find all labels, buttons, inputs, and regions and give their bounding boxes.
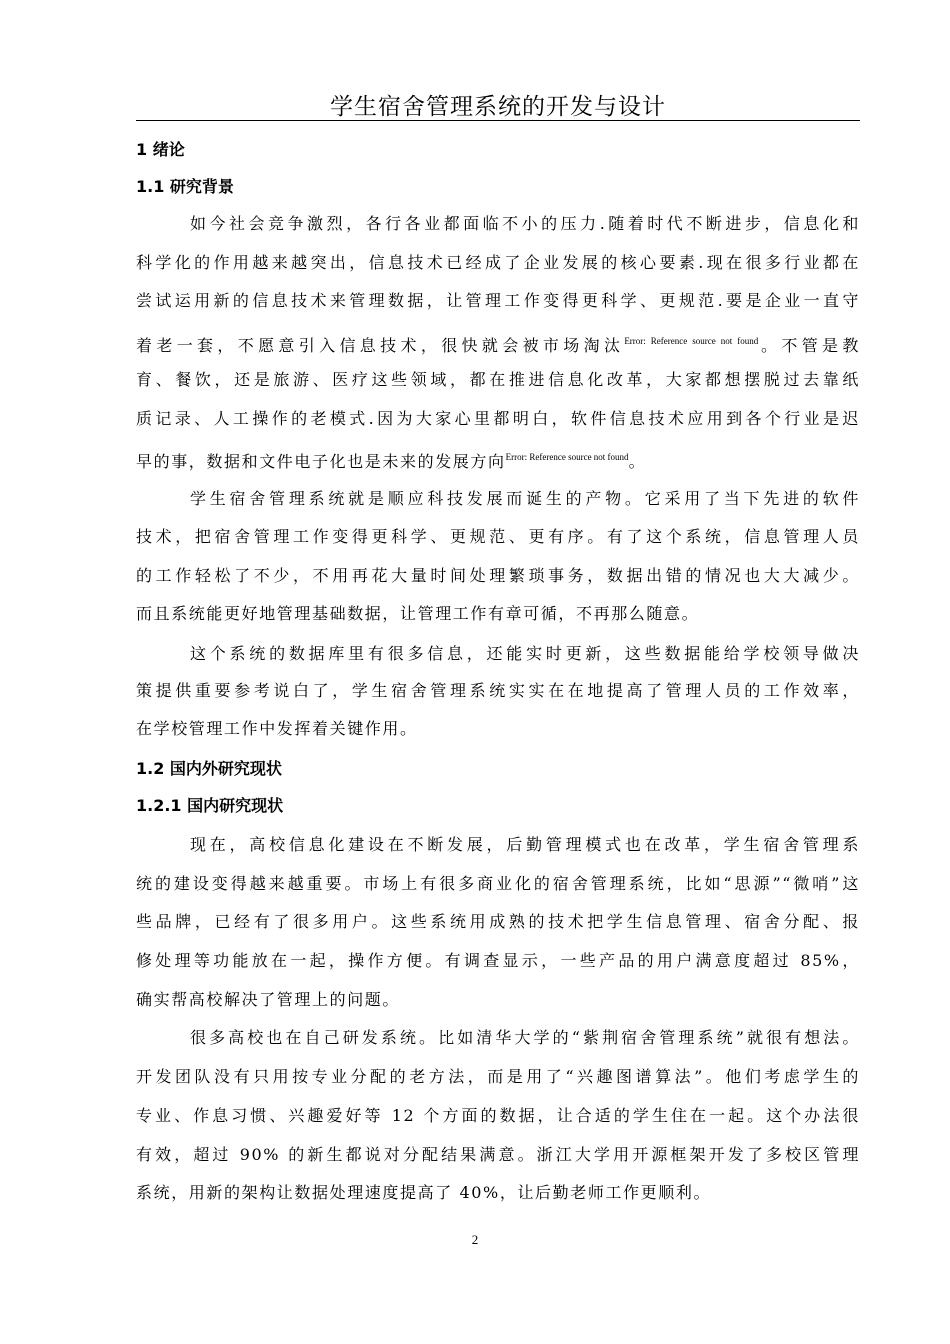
paragraph-line: 学生宿舍管理系统就是顺应科技发展而诞生的产物。它采用了当下先进的软件 (190, 489, 860, 508)
paragraph-line: 开发团队没有只用按专业分配的老方法，而是用了“兴趣图谱算法”。他们考虑学生的 (136, 1067, 860, 1086)
paragraph-line: 技术，把宿舍管理工作变得更科学、更规范、更有序。有了这个系统，信息管理人员 (136, 527, 860, 546)
paragraph-line: 的工作轻松了不少，不用再花大量时间处理繁琐事务，数据出错的情况也大大减少。 (136, 566, 860, 585)
paragraph-line: 而且系统能更好地管理基础数据，让管理工作有章可循，不再那么随意。 (136, 604, 700, 623)
paragraph-line: 很多高校也在自己研发系统。比如清华大学的“紫荆宿舍管理系统”就很有想法。 (190, 1028, 860, 1047)
paragraph-line: 策提供重要参考说白了，学生宿舍管理系统实实在在地提高了管理人员的工作效率， (136, 681, 860, 700)
paragraph-line: 育、餐饮，还是旅游、医疗这些领域，都在推进信息化改革，大家都想摆脱过去靠纸 (136, 370, 860, 389)
section-heading-1-2-1: 1.2.1 国内研究现状 (136, 796, 284, 815)
paragraph-text: 。不管是教 (758, 336, 860, 355)
page-title: 学生宿舍管理系统的开发与设计 (330, 94, 666, 120)
paragraph-line: 有效，超过 90% 的新生都说对分配结果满意。浙江大学用开源框架开发了多校区管理 (136, 1145, 860, 1164)
paragraph-line: 在学校管理工作中发挥着关键作用。 (136, 719, 418, 738)
paragraph-line: 科学化的作用越来越突出，信息技术已经成了企业发展的核心要素.现在很多行业都在 (136, 253, 860, 272)
paragraph-text: 着老一套，不愿意引入信息技术，很快就会被市场淘汰 (136, 336, 625, 355)
section-heading-1-1: 1.1 研究背景 (136, 177, 234, 196)
paragraph-line: 系统，用新的架构让数据处理速度提高了 40%，让后勤老师工作更顺利。 (136, 1183, 712, 1202)
reference-error-marker: Error: Reference source not found (624, 336, 759, 346)
section-heading-1-2: 1.2 国内外研究现状 (136, 759, 282, 778)
header-divider (136, 120, 860, 121)
section-heading-1: 1 绪论 (136, 140, 185, 159)
paragraph-text: 。 (628, 452, 647, 471)
paragraph-line (136, 329, 860, 358)
page-number: 2 (471, 1232, 479, 1247)
paragraph-line: 专业、作息习惯、兴趣爱好等 12 个方面的数据，让合适的学生住在一起。这个办法很 (136, 1106, 860, 1125)
paragraph-line: 修处理等功能放在一起，操作方便。有调查显示，一些产品的用户满意度超过 85%， (136, 951, 860, 970)
paragraph-line: 统的建设变得越来越重要。市场上有很多商业化的宿舍管理系统，比如“思源”“微哨”这 (136, 874, 860, 893)
paragraph-line (136, 445, 860, 474)
paragraph-line: 确实帮高校解决了管理上的问题。 (136, 990, 401, 1009)
paragraph-line: 如今社会竞争激烈，各行各业都面临不小的压力.随着时代不断进步，信息化和 (190, 214, 860, 233)
paragraph-line: 这个系统的数据库里有很多信息，还能实时更新，这些数据能给学校领导做决 (190, 644, 860, 663)
paragraph-line: 尝试运用新的信息技术来管理数据，让管理工作变得更科学、更规范.要是企业一直守 (136, 291, 860, 310)
paragraph-line: 现在，高校信息化建设在不断发展，后勤管理模式也在改革，学生宿舍管理系 (190, 835, 860, 854)
paragraph-line: 质记录、人工操作的老模式.因为大家心里都明白，软件信息技术应用到各个行业是迟 (136, 409, 860, 428)
paragraph-line: 些品牌，已经有了很多用户。这些系统用成熟的技术把学生信息管理、宿舍分配、报 (136, 912, 860, 931)
paragraph-text: 早的事，数据和文件电子化也是未来的发展方向 (136, 452, 506, 471)
reference-error-marker: Error: Reference source not found (505, 452, 629, 462)
